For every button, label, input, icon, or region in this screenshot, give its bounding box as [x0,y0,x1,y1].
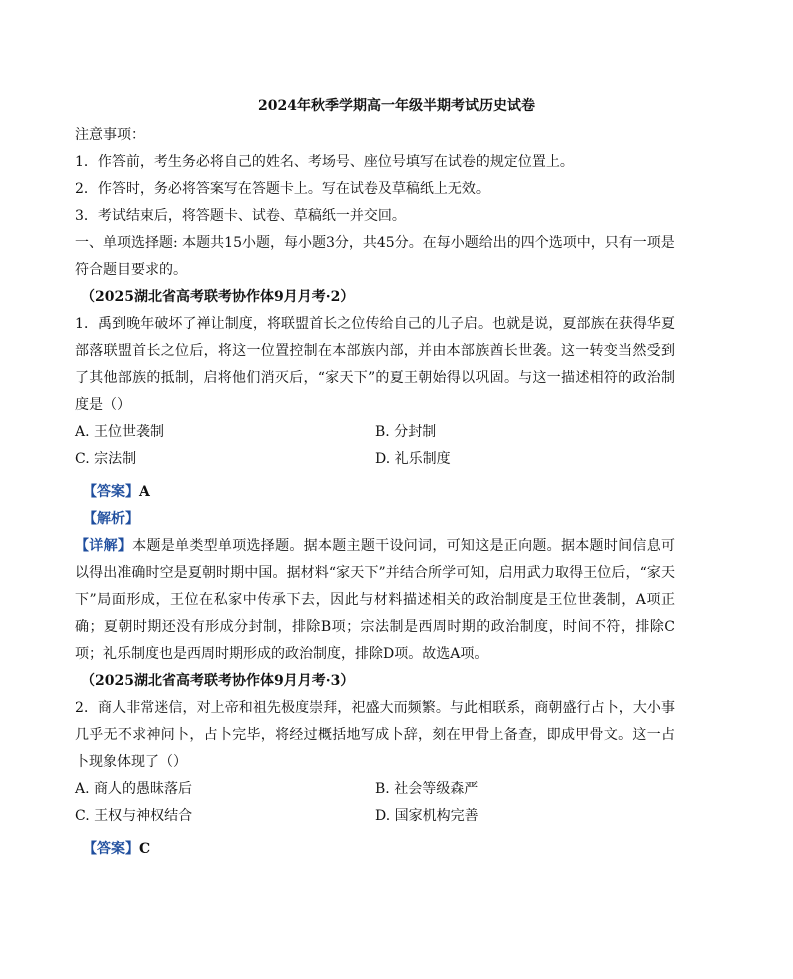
option-a: A. 王位世袭制 [75,424,165,440]
option-d: D. 礼乐制度 [375,451,451,467]
detail-paragraph [75,533,675,668]
option-a: A. 商人的愚昧落后 [75,781,193,797]
question-stem: 2．商人非常迷信，对上帝和祖先极度崇拜，祀盛大而频繁。与此相联系，商朝盛行占卜，大小事几乎无不求神问卜，占卜完毕，将经过概括地写成卜辞，刻在甲骨上备查，即成甲骨文。这一占卜现象体现了（） [75,700,675,770]
answer-line [75,479,675,506]
analysis-label: 【解析】 [83,511,139,527]
answer-line [75,836,675,863]
answer-label: 【答案】 [83,841,139,857]
option-d: D. 国家机构完善 [375,808,479,824]
detail-text: 本题是单类型单项选择题。据本题主题干设问词，可知这是正向题。据本题时间信息可以得出准确时空是夏朝时期中国。据材料“家天下”并结合所学可知，启用武力取得王位后，“家天下”局面形成，王位在私家中传承下去，因此与材料描述相关的政治制度是王位世袭制，A项正确；夏朝时期还没有形成分封制，排除B项；宗法制是西周时期的政治制度，时间不符，排除C项；礼乐制度也是西周时期形成的政治制度，排除D项。故选A项。 [75,538,675,662]
options-row [75,803,675,830]
question-source: （2025湖北省高考联考协作体9月月考·3） [81,673,355,689]
question-stem: 1．禹到晚年破坏了禅让制度，将联盟首长之位传给自己的儿子启。也就是说，夏部族在获得华夏部落联盟首长之位后，将这一位置控制在本部族内部，并由本部族酋长世袭。这一转变当然受到了其他部族的抵制，启将他们消灭后，“家天下”的夏王朝始得以巩固。与这一描述相符的政治制度是（） [75,316,675,413]
notice-item: 3．考试结束后，将答题卡、试卷、草稿纸一并交回。 [75,208,406,224]
question-source: （2025湖北省高考联考协作体9月月考·2） [81,289,355,305]
options-row [75,419,675,446]
option-c: C. 宗法制 [75,451,137,467]
answer-value: A [139,484,150,500]
page-title: 2024年秋季学期高一年级半期考试历史试卷 [258,98,535,114]
option-b: B. 分封制 [375,424,437,440]
exam-content [75,122,675,863]
notice-heading: 注意事项： [75,127,145,143]
notice-item: 1．作答前，考生务必将自己的姓名、考场号、座位号填写在试卷的规定位置上。 [75,154,574,170]
section-intro: 一、单项选择题: 本题共15小题，每小题3分，共45分。在每小题给出的四个选项中，只有一项是符合题目要求的。 [75,235,675,278]
notice-item: 2．作答时，务必将答案写在答题卡上。写在试卷及草稿纸上无效。 [75,181,490,197]
options-row [75,446,675,473]
option-b: B. 社会等级森严 [375,781,479,797]
detail-label: 【详解】 [75,538,133,554]
options-row [75,776,675,803]
answer-value: C [139,841,151,857]
answer-label: 【答案】 [83,484,139,500]
option-c: C. 王权与神权结合 [75,808,193,824]
analysis-line [75,506,675,533]
